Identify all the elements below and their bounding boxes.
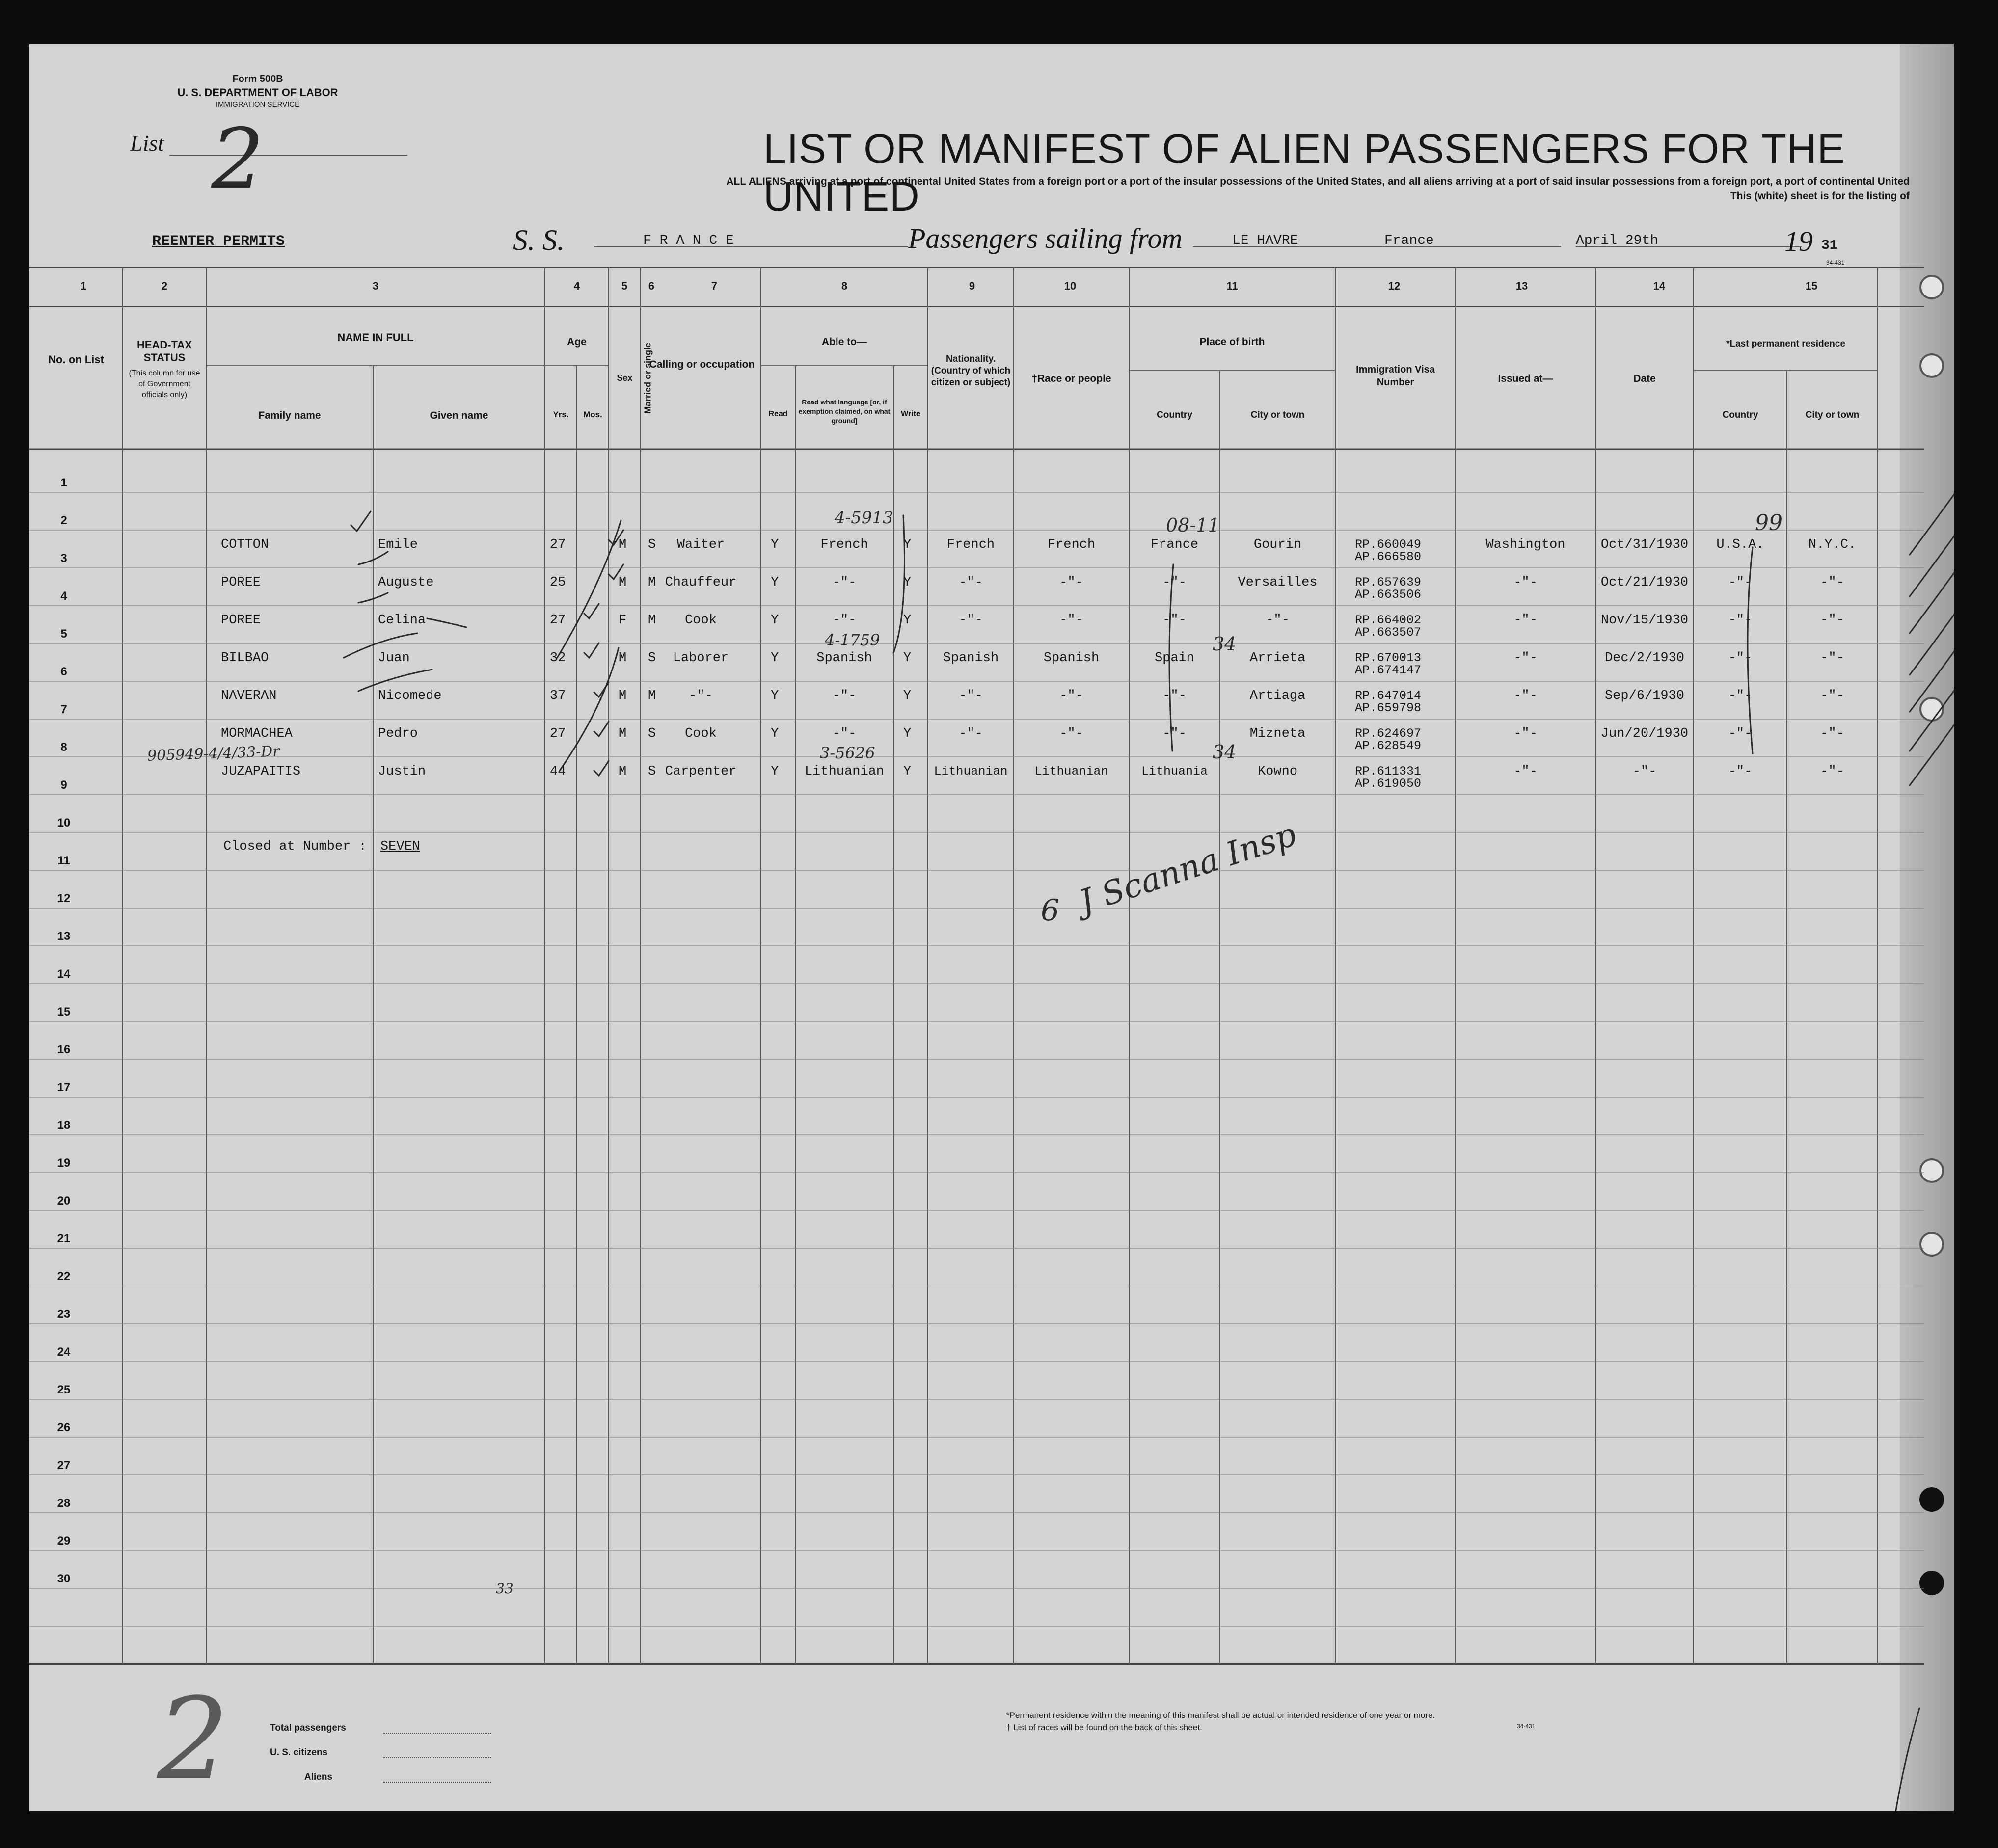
can-write: Y bbox=[903, 689, 912, 703]
birth-city: Mizneta bbox=[1249, 726, 1306, 741]
col-number: 6 bbox=[648, 280, 655, 292]
family-name: BILBAO bbox=[221, 651, 269, 666]
row-number: 15 bbox=[57, 1005, 71, 1018]
header-age: Age bbox=[567, 336, 587, 348]
family-name: NAVERAN bbox=[221, 689, 277, 703]
col-number: 15 bbox=[1805, 280, 1818, 292]
row-number: 16 bbox=[57, 1043, 71, 1056]
row-number: 28 bbox=[57, 1497, 71, 1510]
issue-date: Jun/20/1930 bbox=[1600, 726, 1689, 741]
residence-country: U.S.A. bbox=[1716, 537, 1764, 552]
footer-note-2: † List of races will be found on the back of this sheet. bbox=[1006, 1723, 1202, 1732]
marital-status: M bbox=[648, 575, 656, 590]
visa-number-ap: AP.619050 bbox=[1355, 777, 1422, 791]
closing-value: SEVEN bbox=[380, 839, 420, 854]
inspector-signature: J Scanna Insp bbox=[1075, 815, 1301, 921]
header-head-tax: HEAD-TAX STATUS bbox=[136, 339, 192, 364]
handwritten-birth-note: 08-11 bbox=[1166, 514, 1220, 536]
col-number: 7 bbox=[711, 280, 718, 292]
row-number: 10 bbox=[57, 816, 71, 830]
footer-list-number: 2 bbox=[157, 1674, 229, 1805]
department: U. S. DEPARTMENT OF LABOR bbox=[177, 86, 338, 99]
issue-date: Oct/21/1930 bbox=[1600, 575, 1689, 590]
age-years: 25 bbox=[550, 575, 566, 590]
ship-name: F R A N C E bbox=[643, 233, 734, 248]
issued-at: -"- bbox=[1513, 613, 1538, 628]
can-read: Y bbox=[771, 537, 779, 552]
sex: M bbox=[619, 764, 627, 779]
birth-city: Gourin bbox=[1253, 537, 1302, 552]
year-suffix: 31 bbox=[1821, 238, 1838, 253]
header-yrs: Yrs. bbox=[553, 410, 569, 419]
read-language: -"- bbox=[832, 613, 857, 628]
residence-country: -"- bbox=[1728, 689, 1753, 703]
row-number: 25 bbox=[57, 1383, 71, 1396]
subtitle-line-1: ALL ALIENS arriving at a port of continental United States from a foreign port or a port of the insular possessions of the United States, and all aliens arriving at a port of said insular possessions from a foreign port, a port of continental United bbox=[726, 176, 1910, 187]
birth-city: Arrieta bbox=[1249, 651, 1306, 666]
family-name: COTTON bbox=[221, 537, 269, 552]
col-number: 3 bbox=[372, 280, 379, 292]
form-number: Form 500B bbox=[232, 74, 283, 84]
can-write: Y bbox=[903, 575, 912, 590]
race: -"- bbox=[1059, 689, 1083, 703]
sailing-label: Passengers sailing from bbox=[908, 222, 1183, 254]
age-years: 27 bbox=[550, 537, 566, 552]
race: Spanish bbox=[1043, 651, 1100, 666]
can-read: Y bbox=[771, 651, 779, 666]
visa-number: RP.664002 bbox=[1355, 613, 1422, 627]
marital-status: S bbox=[648, 764, 656, 779]
family-name: MORMACHEA bbox=[221, 726, 293, 741]
birth-country: -"- bbox=[1162, 613, 1187, 628]
header-calling: Calling or occupation bbox=[649, 359, 755, 370]
issued-at: -"- bbox=[1513, 726, 1538, 741]
read-language: -"- bbox=[832, 726, 857, 741]
row-mark: 33 bbox=[496, 1580, 513, 1597]
visa-number-ap: AP.628549 bbox=[1355, 739, 1422, 753]
residence-country: -"- bbox=[1728, 726, 1753, 741]
marital-status: S bbox=[648, 651, 656, 666]
row-number: 12 bbox=[57, 892, 71, 905]
handwritten-language-note: 4-1759 bbox=[825, 631, 880, 649]
row-number: 3 bbox=[60, 552, 67, 565]
birth-city: Artiaga bbox=[1249, 689, 1306, 703]
row-number: 23 bbox=[57, 1308, 71, 1321]
list-label: List bbox=[130, 131, 164, 156]
read-language: -"- bbox=[832, 575, 857, 590]
visa-number-ap: AP.663506 bbox=[1355, 588, 1422, 602]
col-number: 11 bbox=[1226, 280, 1238, 292]
col-number: 8 bbox=[841, 280, 848, 292]
ss-label: S. S. bbox=[513, 224, 565, 256]
residence-city: -"- bbox=[1820, 689, 1844, 703]
birth-country: -"- bbox=[1162, 575, 1187, 590]
birth-country: -"- bbox=[1162, 689, 1187, 703]
sex: M bbox=[619, 726, 627, 741]
col-number: 10 bbox=[1064, 280, 1077, 292]
given-name: Emile bbox=[378, 537, 418, 552]
footer-citizens-line bbox=[383, 1757, 491, 1758]
can-write: Y bbox=[903, 764, 912, 779]
occupation: -"- bbox=[689, 689, 713, 703]
occupation: Carpenter bbox=[665, 764, 737, 779]
visa-number-ap: AP.674147 bbox=[1355, 663, 1422, 677]
marital-status: M bbox=[648, 613, 656, 628]
visa-number: RP.660049 bbox=[1355, 537, 1422, 552]
can-write: Y bbox=[903, 726, 912, 741]
issue-date: Oct/31/1930 bbox=[1600, 537, 1689, 552]
occupation: Cook bbox=[685, 726, 717, 741]
issued-at: Washington bbox=[1485, 537, 1566, 552]
can-read: Y bbox=[771, 575, 779, 590]
row-number: 20 bbox=[57, 1194, 71, 1207]
port-name: LE HAVRE bbox=[1232, 233, 1298, 248]
residence-city: -"- bbox=[1820, 575, 1844, 590]
row-number: 13 bbox=[57, 930, 71, 943]
age-years: 27 bbox=[550, 613, 566, 628]
header-no-on-list: No. on List bbox=[48, 353, 104, 366]
residence-country: -"- bbox=[1728, 764, 1753, 779]
footer-aliens-label: Aliens bbox=[304, 1772, 333, 1782]
can-write: Y bbox=[903, 651, 912, 666]
visa-number: RP.611331 bbox=[1355, 764, 1422, 778]
row-number: 4 bbox=[60, 589, 67, 603]
marital-status: M bbox=[648, 689, 656, 703]
col-number: 14 bbox=[1653, 280, 1666, 292]
header-race: †Race or people bbox=[1031, 373, 1111, 384]
header-married: Married or single bbox=[643, 342, 653, 414]
nationality: -"- bbox=[959, 689, 983, 703]
header-given-name: Given name bbox=[430, 410, 488, 421]
family-name: JUZAPAITIS bbox=[221, 764, 301, 779]
col-number: 12 bbox=[1388, 280, 1401, 292]
visa-number: RP.657639 bbox=[1355, 575, 1422, 589]
main-title: LIST OR MANIFEST OF ALIEN PASSENGERS FOR THE UNITED bbox=[763, 126, 1845, 219]
row-number: 17 bbox=[57, 1081, 71, 1094]
read-language: French bbox=[820, 537, 868, 552]
marital-status: S bbox=[648, 726, 656, 741]
age-years: 44 bbox=[550, 764, 566, 779]
footer-note-1: *Permanent residence within the meaning of this manifest shall be actual or intended residence of one year or more. bbox=[1006, 1711, 1435, 1720]
sailing-date: April 29th bbox=[1576, 233, 1659, 248]
footer-aliens-line bbox=[383, 1782, 491, 1783]
header-nationality: Nationality. (Country of which citizen or subject) bbox=[931, 354, 1011, 388]
header-issued: Issued at— bbox=[1498, 373, 1553, 384]
port-country: France bbox=[1384, 233, 1434, 248]
residence-country: -"- bbox=[1728, 575, 1753, 590]
service: IMMIGRATION SERVICE bbox=[216, 100, 300, 108]
birth-city: -"- bbox=[1266, 613, 1290, 628]
header-family-name: Family name bbox=[258, 410, 321, 421]
birth-city: Kowno bbox=[1257, 764, 1297, 779]
header-res-city: City or town bbox=[1805, 410, 1860, 420]
row-number: 5 bbox=[60, 627, 67, 641]
residence-city: -"- bbox=[1820, 764, 1844, 779]
nationality: -"- bbox=[959, 726, 983, 741]
row-number: 1 bbox=[60, 476, 67, 489]
occupation: Chauffeur bbox=[665, 575, 737, 590]
header-write: Write bbox=[901, 410, 920, 418]
subtitle-line-2: This (white) sheet is for the listing of bbox=[1730, 190, 1910, 202]
footer-citizens-label: U. S. citizens bbox=[270, 1747, 328, 1758]
sex: M bbox=[619, 689, 627, 703]
header-place-of-birth: Place of birth bbox=[1199, 336, 1265, 348]
sex: M bbox=[619, 537, 627, 552]
issued-at: -"- bbox=[1513, 651, 1538, 666]
header-visa: Immigration Visa Number bbox=[1356, 364, 1435, 388]
row-number: 2 bbox=[60, 514, 67, 527]
handwritten-language-note: 4-5913 bbox=[835, 508, 893, 528]
issued-at: -"- bbox=[1513, 764, 1538, 779]
row-number: 30 bbox=[57, 1572, 71, 1585]
row-number: 24 bbox=[57, 1345, 71, 1359]
issue-date: Sep/6/1930 bbox=[1604, 689, 1685, 703]
issued-at: -"- bbox=[1513, 575, 1538, 590]
birth-country: Lithuania bbox=[1141, 764, 1208, 778]
read-language: -"- bbox=[832, 689, 857, 703]
header-last-residence: *Last permanent residence bbox=[1726, 339, 1845, 349]
age-years: 32 bbox=[550, 651, 566, 666]
col-number: 9 bbox=[969, 280, 975, 292]
row-number: 19 bbox=[57, 1156, 71, 1170]
can-write: Y bbox=[903, 613, 912, 628]
handwritten-residence-note: 99 bbox=[1755, 510, 1782, 536]
row-number: 11 bbox=[57, 854, 70, 867]
col-number: 2 bbox=[161, 280, 168, 292]
visa-number: RP.670013 bbox=[1355, 651, 1422, 665]
handwritten-birth-note: 34 bbox=[1213, 633, 1237, 655]
given-name: Justin bbox=[378, 764, 426, 779]
nationality: Spanish bbox=[943, 651, 999, 666]
visa-number-ap: AP.666580 bbox=[1355, 550, 1422, 564]
header-able-to: Able to— bbox=[821, 336, 867, 348]
can-write: Y bbox=[903, 537, 912, 552]
header-birth-country: Country bbox=[1157, 410, 1192, 420]
header-read-language: Read what language [or, if exemption claimed, on what ground] bbox=[798, 398, 891, 425]
nationality: -"- bbox=[959, 613, 983, 628]
read-language: Lithuanian bbox=[804, 764, 885, 779]
birth-city: Versailles bbox=[1238, 575, 1318, 590]
row-number: 29 bbox=[57, 1534, 71, 1548]
manifest-sheet bbox=[29, 44, 1954, 1811]
row-number: 8 bbox=[60, 741, 67, 754]
given-name: Juan bbox=[378, 651, 410, 666]
residence-country: -"- bbox=[1728, 651, 1753, 666]
occupation: Cook bbox=[685, 613, 717, 628]
read-language: Spanish bbox=[816, 651, 872, 666]
handwritten-side-note: 905949-4/4/33-Dr bbox=[147, 743, 280, 765]
birth-country: -"- bbox=[1162, 726, 1187, 741]
sex: M bbox=[619, 575, 627, 590]
issued-at: -"- bbox=[1513, 689, 1538, 703]
residence-city: N.Y.C. bbox=[1808, 537, 1857, 552]
visa-number: RP.624697 bbox=[1355, 726, 1422, 741]
age-years: 27 bbox=[550, 726, 566, 741]
check-marks bbox=[29, 44, 1954, 1811]
year-prefix: 19 bbox=[1784, 225, 1813, 257]
given-name: Celina bbox=[378, 613, 426, 628]
footer-total-line bbox=[383, 1733, 491, 1734]
given-name: Auguste bbox=[378, 575, 434, 590]
can-read: Y bbox=[771, 613, 779, 628]
residence-city: -"- bbox=[1820, 726, 1844, 741]
race: French bbox=[1047, 537, 1096, 552]
footer-code: 34-431 bbox=[1517, 1723, 1536, 1730]
visa-number-ap: AP.659798 bbox=[1355, 701, 1422, 715]
col-number: 5 bbox=[621, 280, 628, 292]
family-name: POREE bbox=[221, 575, 261, 590]
header-sex: Sex bbox=[617, 373, 633, 383]
residence-city: -"- bbox=[1820, 651, 1844, 666]
row-number: 6 bbox=[60, 665, 67, 678]
issue-date: Dec/2/1930 bbox=[1604, 651, 1685, 666]
header-read: Read bbox=[768, 410, 788, 418]
col-number: 13 bbox=[1515, 280, 1528, 292]
visa-number: RP.647014 bbox=[1355, 689, 1422, 703]
header-res-country: Country bbox=[1722, 410, 1758, 420]
family-name: POREE bbox=[221, 613, 261, 628]
issue-date: Nov/15/1930 bbox=[1600, 613, 1689, 628]
signature-mark: 6 bbox=[1041, 893, 1060, 928]
header-date: Date bbox=[1633, 373, 1656, 384]
row-number: 7 bbox=[60, 703, 67, 716]
can-read: Y bbox=[771, 726, 779, 741]
race: -"- bbox=[1059, 726, 1083, 741]
issue-date: -"- bbox=[1632, 764, 1657, 779]
handwritten-birth-note: 34 bbox=[1213, 741, 1237, 763]
nationality: -"- bbox=[959, 575, 983, 590]
row-number: 18 bbox=[57, 1119, 71, 1132]
row-number: 14 bbox=[57, 967, 71, 981]
row-number: 21 bbox=[57, 1232, 71, 1245]
age-years: 37 bbox=[550, 689, 566, 703]
header-name-in-full: NAME IN FULL bbox=[337, 331, 414, 344]
sex: M bbox=[619, 651, 627, 666]
col-number: 1 bbox=[80, 280, 87, 292]
can-read: Y bbox=[771, 689, 779, 703]
row-number: 9 bbox=[60, 778, 67, 792]
given-name: Pedro bbox=[378, 726, 418, 741]
nationality: Lithuanian bbox=[934, 764, 1008, 778]
race: -"- bbox=[1059, 613, 1083, 628]
handwritten-language-note: 3-5626 bbox=[820, 744, 875, 762]
footer-total-label: Total passengers bbox=[270, 1723, 346, 1733]
visa-number-ap: AP.663507 bbox=[1355, 625, 1422, 640]
birth-country: France bbox=[1150, 537, 1199, 552]
closing-label: Closed at Number : bbox=[223, 839, 367, 854]
residence-city: -"- bbox=[1820, 613, 1844, 628]
row-number: 22 bbox=[57, 1270, 71, 1283]
given-name: Nicomede bbox=[378, 689, 442, 703]
header-head-tax-note: (This column for use of Government officials only) bbox=[129, 369, 200, 399]
row-number: 27 bbox=[57, 1459, 71, 1472]
can-read: Y bbox=[771, 764, 779, 779]
row-number: 26 bbox=[57, 1421, 71, 1434]
birth-country: Spain bbox=[1154, 651, 1194, 666]
reenter-permits-stamp: REENTER PERMITS bbox=[152, 233, 285, 250]
col-number: 4 bbox=[573, 280, 580, 292]
race: -"- bbox=[1059, 575, 1083, 590]
sex: F bbox=[619, 613, 627, 628]
residence-country: -"- bbox=[1728, 613, 1753, 628]
corner-code: 34-431 bbox=[1826, 259, 1845, 266]
header-birth-city: City or town bbox=[1250, 410, 1305, 420]
nationality: French bbox=[946, 537, 995, 552]
marital-status: S bbox=[648, 537, 656, 552]
header-mos: Mos. bbox=[583, 410, 602, 419]
occupation: Waiter bbox=[676, 537, 725, 552]
race: Lithuanian bbox=[1034, 764, 1108, 778]
list-number: 2 bbox=[211, 111, 265, 208]
occupation: Laborer bbox=[673, 651, 729, 666]
